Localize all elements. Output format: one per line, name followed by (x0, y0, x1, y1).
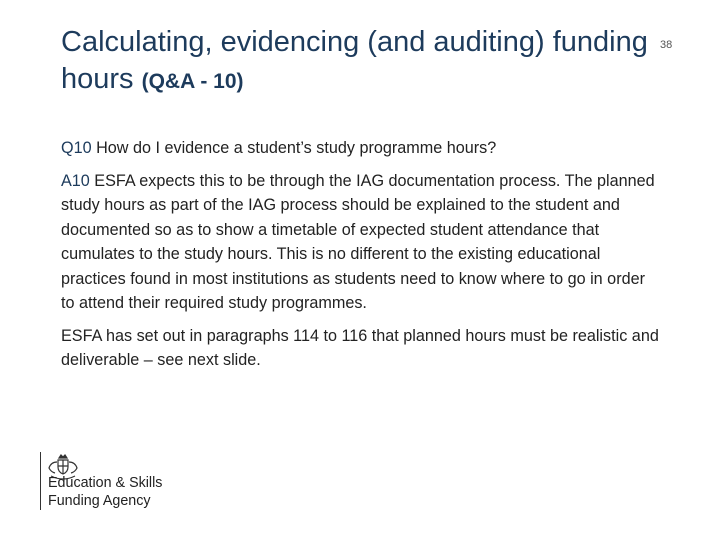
question-text: How do I evidence a student’s study programme hours? (91, 139, 497, 157)
slide-title (61, 24, 651, 100)
logo-divider (40, 452, 41, 510)
answer-text: ESFA expects this to be through the IAG documentation process. The planned study hours as part of the IAG process should be explained to the student and documented so as to show a timetable of expected student attendance that cumulates to the study hours. This is no different to the existing educational practices found in most institutions as students need to know where to go in order to attend their required study programmes. (61, 171, 655, 312)
slide-title-suffix: (Q&A - 10) (141, 70, 244, 93)
answer-paragraph (61, 169, 659, 316)
logo-text (48, 475, 162, 510)
page-number: 38 (660, 39, 673, 51)
question-paragraph (61, 136, 659, 161)
slide-title-main: Calculating, evidencing (and auditing) funding hours (61, 26, 648, 95)
agency-logo (40, 452, 163, 510)
question-label: Q10 (61, 139, 92, 157)
answer-label: A10 (61, 171, 90, 190)
slide-body (61, 136, 659, 381)
logo-line-2: Funding Agency (48, 492, 151, 509)
logo-line-1: Education & Skills (48, 475, 163, 491)
followup-paragraph: ESFA has set out in paragraphs 114 to 116 that planned hours must be realistic and deliverable – see next slide. (61, 326, 659, 369)
